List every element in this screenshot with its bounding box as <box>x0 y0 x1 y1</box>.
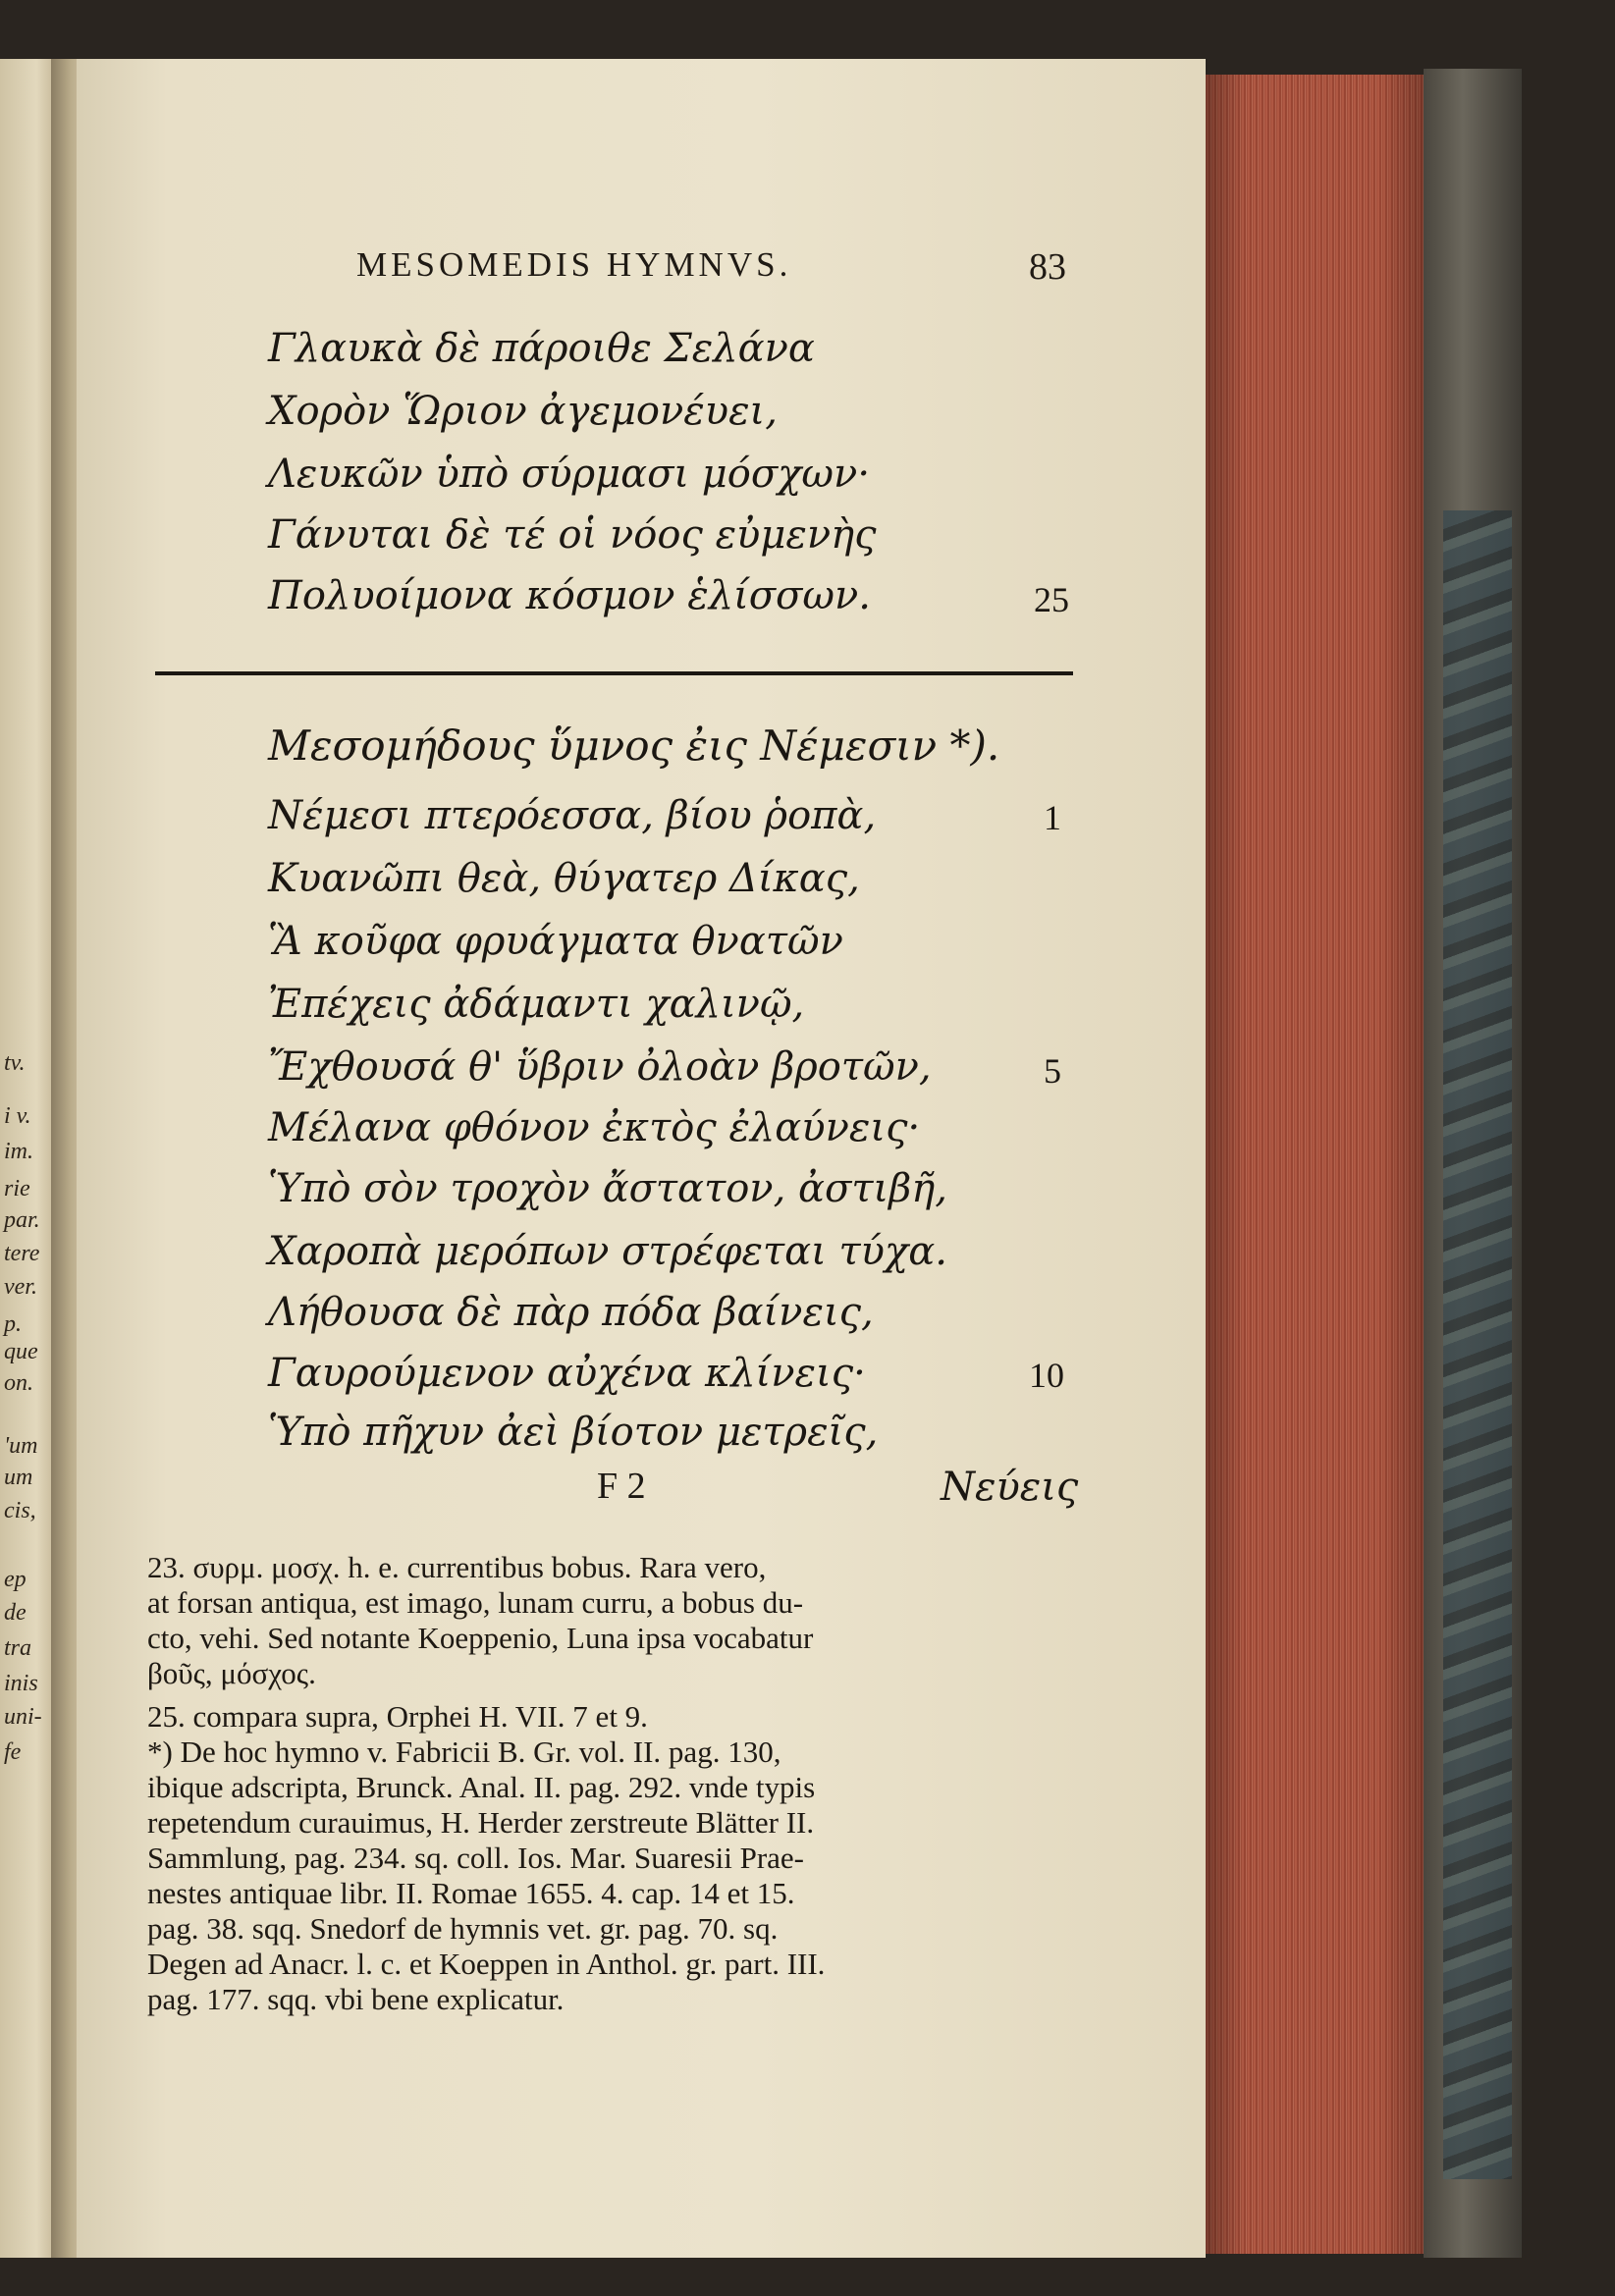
hymn-title: Μεσομήδους ὕμνος ἐις Νέμεσιν *). <box>268 721 1000 770</box>
stanza-line: Πολυοίμονα κόσμον ἑλίσσων. <box>268 573 872 618</box>
left-fragment: uni- <box>4 1704 42 1730</box>
footnote-line: ibique adscripta, Brunck. Anal. II. pag. 292. vnde typis <box>147 1770 816 1804</box>
left-fragment: inis <box>4 1671 38 1696</box>
footnote-line: 23. συρμ. μοσχ. h. e. currentibus bobus. Rara vero, <box>147 1550 767 1584</box>
line-number: 1 <box>1044 798 1061 837</box>
line-number: 5 <box>1044 1051 1061 1091</box>
left-fragment: p. <box>4 1311 22 1337</box>
left-fragment: rie <box>4 1176 30 1201</box>
left-fragment: tere <box>4 1241 40 1266</box>
hymn-line: Ἃ κοῦφα φρυάγματα θνατῶν <box>268 919 843 964</box>
stanza-line: Χορὸν Ὥριον ἀγεμονέυει, <box>268 389 778 434</box>
signature-mark: F 2 <box>597 1466 646 1507</box>
stanza-line: Γλαυκὰ δὲ πάροιθε Σελάνα <box>268 326 815 371</box>
hymn-line: Λήθουσα δὲ πὰρ πόδα βαίνεις, <box>268 1290 874 1335</box>
right-page <box>77 59 1206 2258</box>
footnote-line: Degen ad Anacr. l. c. et Koeppen in Anthol. gr. part. III. <box>147 1947 826 1981</box>
left-fragment: ep <box>4 1567 27 1592</box>
footnote-line: Sammlung, pag. 234. sq. coll. Ios. Mar. Suaresii Prae- <box>147 1841 804 1875</box>
footnote-line: pag. 177. sqq. vbi bene explicatur. <box>147 1982 565 2016</box>
page-number: 83 <box>1029 246 1066 288</box>
stanza-line: Λευκῶν ὑπὸ σύρμασι μόσχων· <box>268 452 871 497</box>
footnote-line: nestes antiquae libr. II. Romae 1655. 4. cap. 14 et 15. <box>147 1876 795 1910</box>
left-fragment: ver. <box>4 1274 37 1300</box>
line-number: 25 <box>1034 580 1069 619</box>
hymn-line: Ὑπὸ σὸν τροχὸν ἄστατον, ἀστιβῆ, <box>268 1166 947 1211</box>
footnote-line: 25. compara supra, Orphei H. VII. 7 et 9. <box>147 1699 648 1734</box>
left-fragment: tv. <box>4 1050 26 1076</box>
hymn-line: Ὑπὸ πῆχυν ἀεὶ βίοτον μετρεῖς, <box>268 1410 879 1455</box>
section-rule <box>155 671 1073 675</box>
left-fragment: de <box>4 1600 27 1626</box>
footnote-line: cto, vehi. Sed notante Koeppenio, Luna ipsa vocabatur <box>147 1621 814 1655</box>
left-fragment: fe <box>4 1739 22 1765</box>
left-fragment: on. <box>4 1370 33 1396</box>
running-header: MESOMEDIS HYMNVS. <box>356 245 792 284</box>
left-fragment: que <box>4 1339 38 1364</box>
footnote-line: pag. 38. sqq. Snedorf de hymnis vet. gr. pag. 70. sq. <box>147 1911 779 1946</box>
left-fragment: tra <box>4 1635 32 1661</box>
left-fragment: i v. <box>4 1103 31 1129</box>
hymn-line: Ἐπέχεις ἀδάμαντι χαλινῷ, <box>268 982 805 1027</box>
stanza-line: Γάνυται δὲ τέ οἱ νόος εὐμενὴς <box>268 512 877 558</box>
left-fragment: cis, <box>4 1498 36 1523</box>
left-fragment: par. <box>4 1207 40 1233</box>
left-fragment: um <box>4 1465 33 1490</box>
hymn-line: Μέλανα φθόνον ἐκτὸς ἐλαύνεις· <box>268 1105 921 1150</box>
footnote-line: at forsan antiqua, est imago, lunam curru, a bobus du- <box>147 1585 804 1620</box>
left-fragment: im. <box>4 1139 33 1164</box>
line-number: 10 <box>1029 1356 1064 1395</box>
page-edges-shade <box>1200 75 1424 2254</box>
hymn-line: Χαροπὰ μερόπων στρέφεται τύχα. <box>268 1229 947 1274</box>
catchword: Νεύεις <box>941 1465 1079 1510</box>
hymn-line: Γαυρούμενον αὐχένα κλίνεις· <box>268 1351 866 1396</box>
hymn-line: Νέμεσι πτερόεσσα, βίου ῥοπὰ, <box>268 793 877 838</box>
hymn-line: Κυανῶπι θεὰ, θύγατερ Δίκας, <box>268 856 860 901</box>
footnote-line: βοῦς, μόσχος. <box>147 1656 316 1690</box>
footnote-line: *) De hoc hymno v. Fabricii B. Gr. vol. II. pag. 130, <box>147 1735 781 1769</box>
hymn-line: Ἔχθουσά θ' ὕβριν ὀλοὰν βροτῶν, <box>268 1044 932 1090</box>
marbled-board <box>1443 510 1512 2179</box>
footnote-line: repetendum curauimus, H. Herder zerstreute Blätter II. <box>147 1805 815 1840</box>
left-fragment: 'um <box>4 1433 38 1459</box>
